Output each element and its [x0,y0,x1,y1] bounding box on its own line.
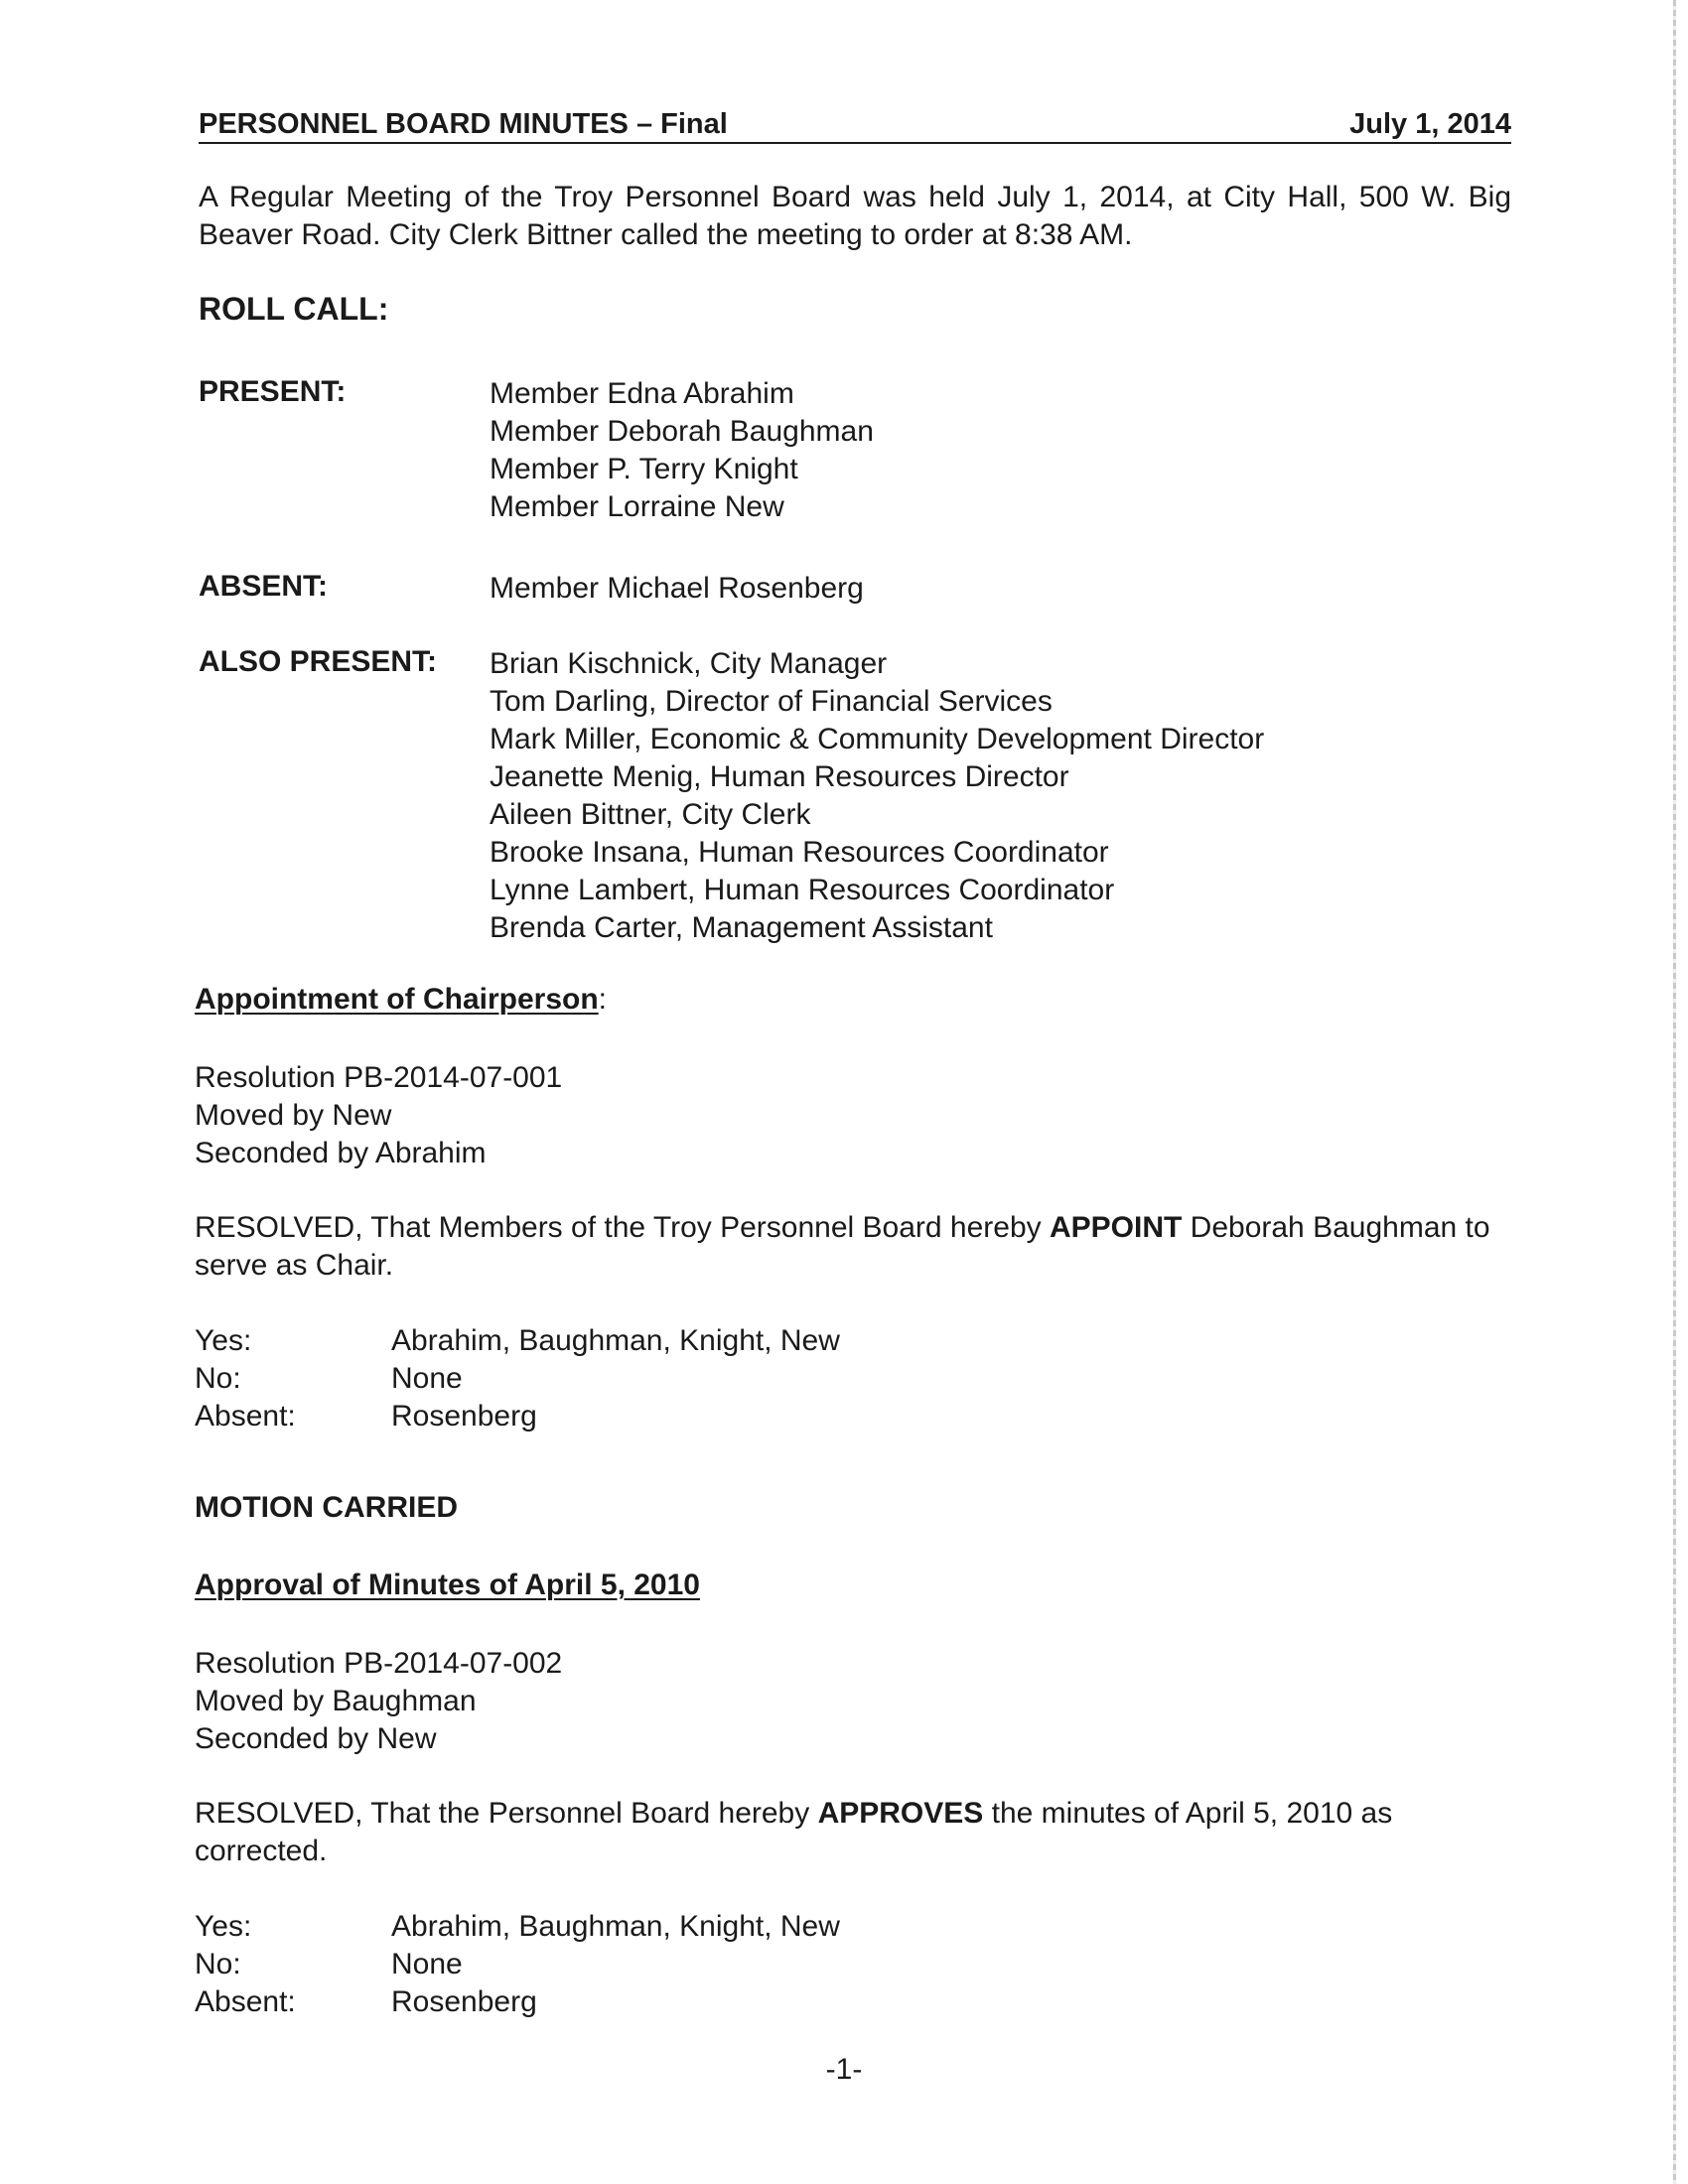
resolved-text: Deborah Baughman to serve as Chair. [195,1211,1490,1282]
vote-value: Abrahim, Baughman, Knight, New [391,1324,840,1357]
vote-value: Rosenberg [391,1400,537,1433]
list-item: Mark Miller, Economic & Community Development Director [490,723,1265,755]
motion-carried: MOTION CARRIED [195,1491,458,1524]
also-present-list [490,645,1264,947]
resolution-number: Resolution PB-2014-07-001 [195,1061,563,1094]
vote-label: Yes: [195,1324,252,1357]
resolution-details [195,1645,562,1758]
intro-paragraph: A Regular Meeting of the Troy Personnel Board was held July 1, 2014, at City Hall, 500 W. Big Beaver Road. City Clerk Bittner called the meeting to order at 8:38 AM. [199,181,1511,251]
vote-label: Yes: [195,1910,252,1943]
list-item: Member Lorraine New [490,490,784,523]
list-item: Member Michael Rosenberg [490,572,864,605]
resolved-text: RESOLVED, That Members of the Troy Personnel Board hereby [195,1211,1050,1244]
vote-row-no [195,1946,840,1983]
vote-value: None [391,1362,463,1395]
list-item: Member P. Terry Knight [490,453,798,485]
vote-value: None [391,1948,463,1980]
resolution-number: Resolution PB-2014-07-002 [195,1647,563,1680]
resolved-action: APPROVES [817,1797,984,1830]
present-list [490,375,874,526]
also-present-label: ALSO PRESENT: [199,645,438,678]
section-heading-text: Appointment of Chairperson [195,983,599,1016]
resolved-action: APPOINT [1049,1211,1183,1244]
roll-call-heading: ROLL CALL: [199,291,389,327]
vote-table [195,1322,840,1435]
page-number: -1- [825,2053,863,2086]
vote-label: No: [195,1362,241,1395]
resolved-text: the minutes of April 5, 2010 as corrected. [195,1797,1393,1867]
list-item: Brenda Carter, Management Assistant [490,911,993,944]
vote-label: No: [195,1948,241,1980]
list-item: Brian Kischnick, City Manager [490,647,888,680]
section-heading-approval [195,1569,700,1602]
list-item: Lynne Lambert, Human Resources Coordinator [490,874,1115,906]
section-heading-appointment [195,983,607,1017]
moved-by: Moved by New [195,1099,392,1132]
list-item: Tom Darling, Director of Financial Services [490,685,1053,718]
vote-row-absent [195,1983,840,2021]
page-header [199,106,1511,144]
list-item: Aileen Bittner, City Clerk [490,798,811,831]
absent-label: ABSENT: [199,570,329,603]
vote-value: Abrahim, Baughman, Knight, New [391,1910,840,1943]
scan-edge-artifact [1673,0,1676,2184]
list-item: Member Deborah Baughman [490,415,874,448]
list-item: Brooke Insana, Human Resources Coordinator [490,836,1109,869]
vote-label: Absent: [195,1985,296,2018]
moved-by: Moved by Baughman [195,1685,477,1717]
absent-list [490,570,864,608]
seconded-by: Seconded by Abrahim [195,1137,487,1169]
vote-label: Absent: [195,1400,296,1433]
section-heading-colon: : [598,983,607,1016]
resolved-paragraph [195,1795,1511,1870]
vote-row-absent [195,1398,840,1435]
vote-row-yes [195,1322,840,1360]
resolution-details [195,1059,562,1172]
vote-row-yes [195,1908,840,1946]
document-date: July 1, 2014 [1349,108,1511,140]
vote-table [195,1908,840,2021]
list-item: Member Edna Abrahim [490,377,794,410]
resolved-text: RESOLVED, That the Personnel Board hereby [195,1797,818,1830]
vote-row-no [195,1360,840,1398]
section-heading-text: Approval of Minutes of April 5, 2010 [195,1569,700,1601]
list-item: Jeanette Menig, Human Resources Director [490,760,1069,793]
present-label: PRESENT: [199,375,347,408]
resolved-paragraph [195,1209,1511,1285]
seconded-by: Seconded by New [195,1722,437,1755]
document-title: PERSONNEL BOARD MINUTES – Final [199,108,728,140]
vote-value: Rosenberg [391,1985,537,2018]
